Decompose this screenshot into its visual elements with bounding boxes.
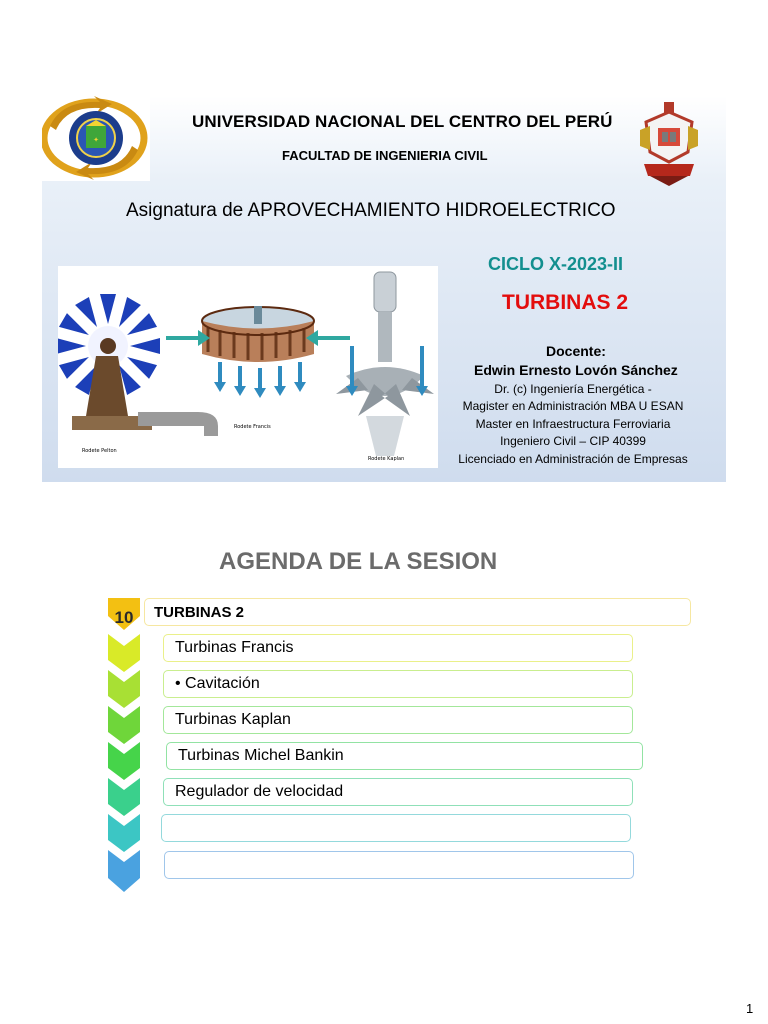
agenda-item <box>163 778 633 806</box>
teacher-credentials <box>450 381 696 468</box>
pelton-caption: Rodete Pelton <box>82 448 117 454</box>
credential-line: Ingeniero Civil – CIP 40399 <box>500 434 646 449</box>
agenda-item-label: Regulador de velocidad <box>175 783 344 800</box>
faculty-name: FACULTAD DE INGENIERIA CIVIL <box>282 148 488 163</box>
agenda-item <box>161 814 631 842</box>
university-logo <box>42 96 150 181</box>
agenda-title: AGENDA DE LA SESION <box>219 548 498 575</box>
agenda-item <box>163 706 633 734</box>
agenda-timeline <box>106 598 142 898</box>
agenda-item <box>166 742 643 770</box>
agenda-item <box>163 634 633 662</box>
teacher-name: Edwin Ernesto Lovón Sánchez <box>474 362 678 378</box>
agenda-item <box>164 851 634 879</box>
francis-caption: Rodete Francis <box>234 424 271 430</box>
credential-line: Master en Infraestructura Ferroviaria <box>475 416 671 431</box>
docente-label: Docente: <box>546 343 606 359</box>
academic-cycle: CICLO X-2023-II <box>488 254 624 274</box>
agenda-item <box>163 670 633 698</box>
francis-runner-image <box>166 306 350 430</box>
agenda-item-label: Turbinas Francis <box>175 639 294 656</box>
kaplan-caption: Rodete Kaplan <box>368 456 405 462</box>
kaplan-runner-image <box>336 272 434 462</box>
svg-text:✦: ✦ <box>93 136 99 144</box>
topic-title: TURBINAS 2 <box>502 291 629 314</box>
university-name: UNIVERSIDAD NACIONAL DEL CENTRO DEL PERÚ <box>192 112 613 131</box>
credential-line: Licenciado en Administración de Empresas <box>458 451 688 466</box>
turbines-illustration <box>58 266 438 468</box>
course-title: Asignatura de APROVECHAMIENTO HIDROELECTRICO <box>126 200 616 221</box>
agenda-item-label: • Cavitación <box>175 675 260 692</box>
page-number: 1 <box>746 1001 754 1016</box>
pelton-wheel-image <box>58 294 218 454</box>
agenda-item-label: Turbinas Kaplan <box>175 711 291 728</box>
credential-line: Dr. (c) Ingeniería Energética - <box>494 382 652 396</box>
faculty-logo <box>636 100 702 186</box>
agenda-main-item: TURBINAS 2 <box>144 598 691 626</box>
agenda-item-label: Turbinas Michel Bankin <box>178 747 344 764</box>
session-number: 10 <box>114 608 134 627</box>
credential-line: Magister en Administración MBA U ESAN <box>462 399 684 414</box>
title-slide <box>42 96 726 482</box>
